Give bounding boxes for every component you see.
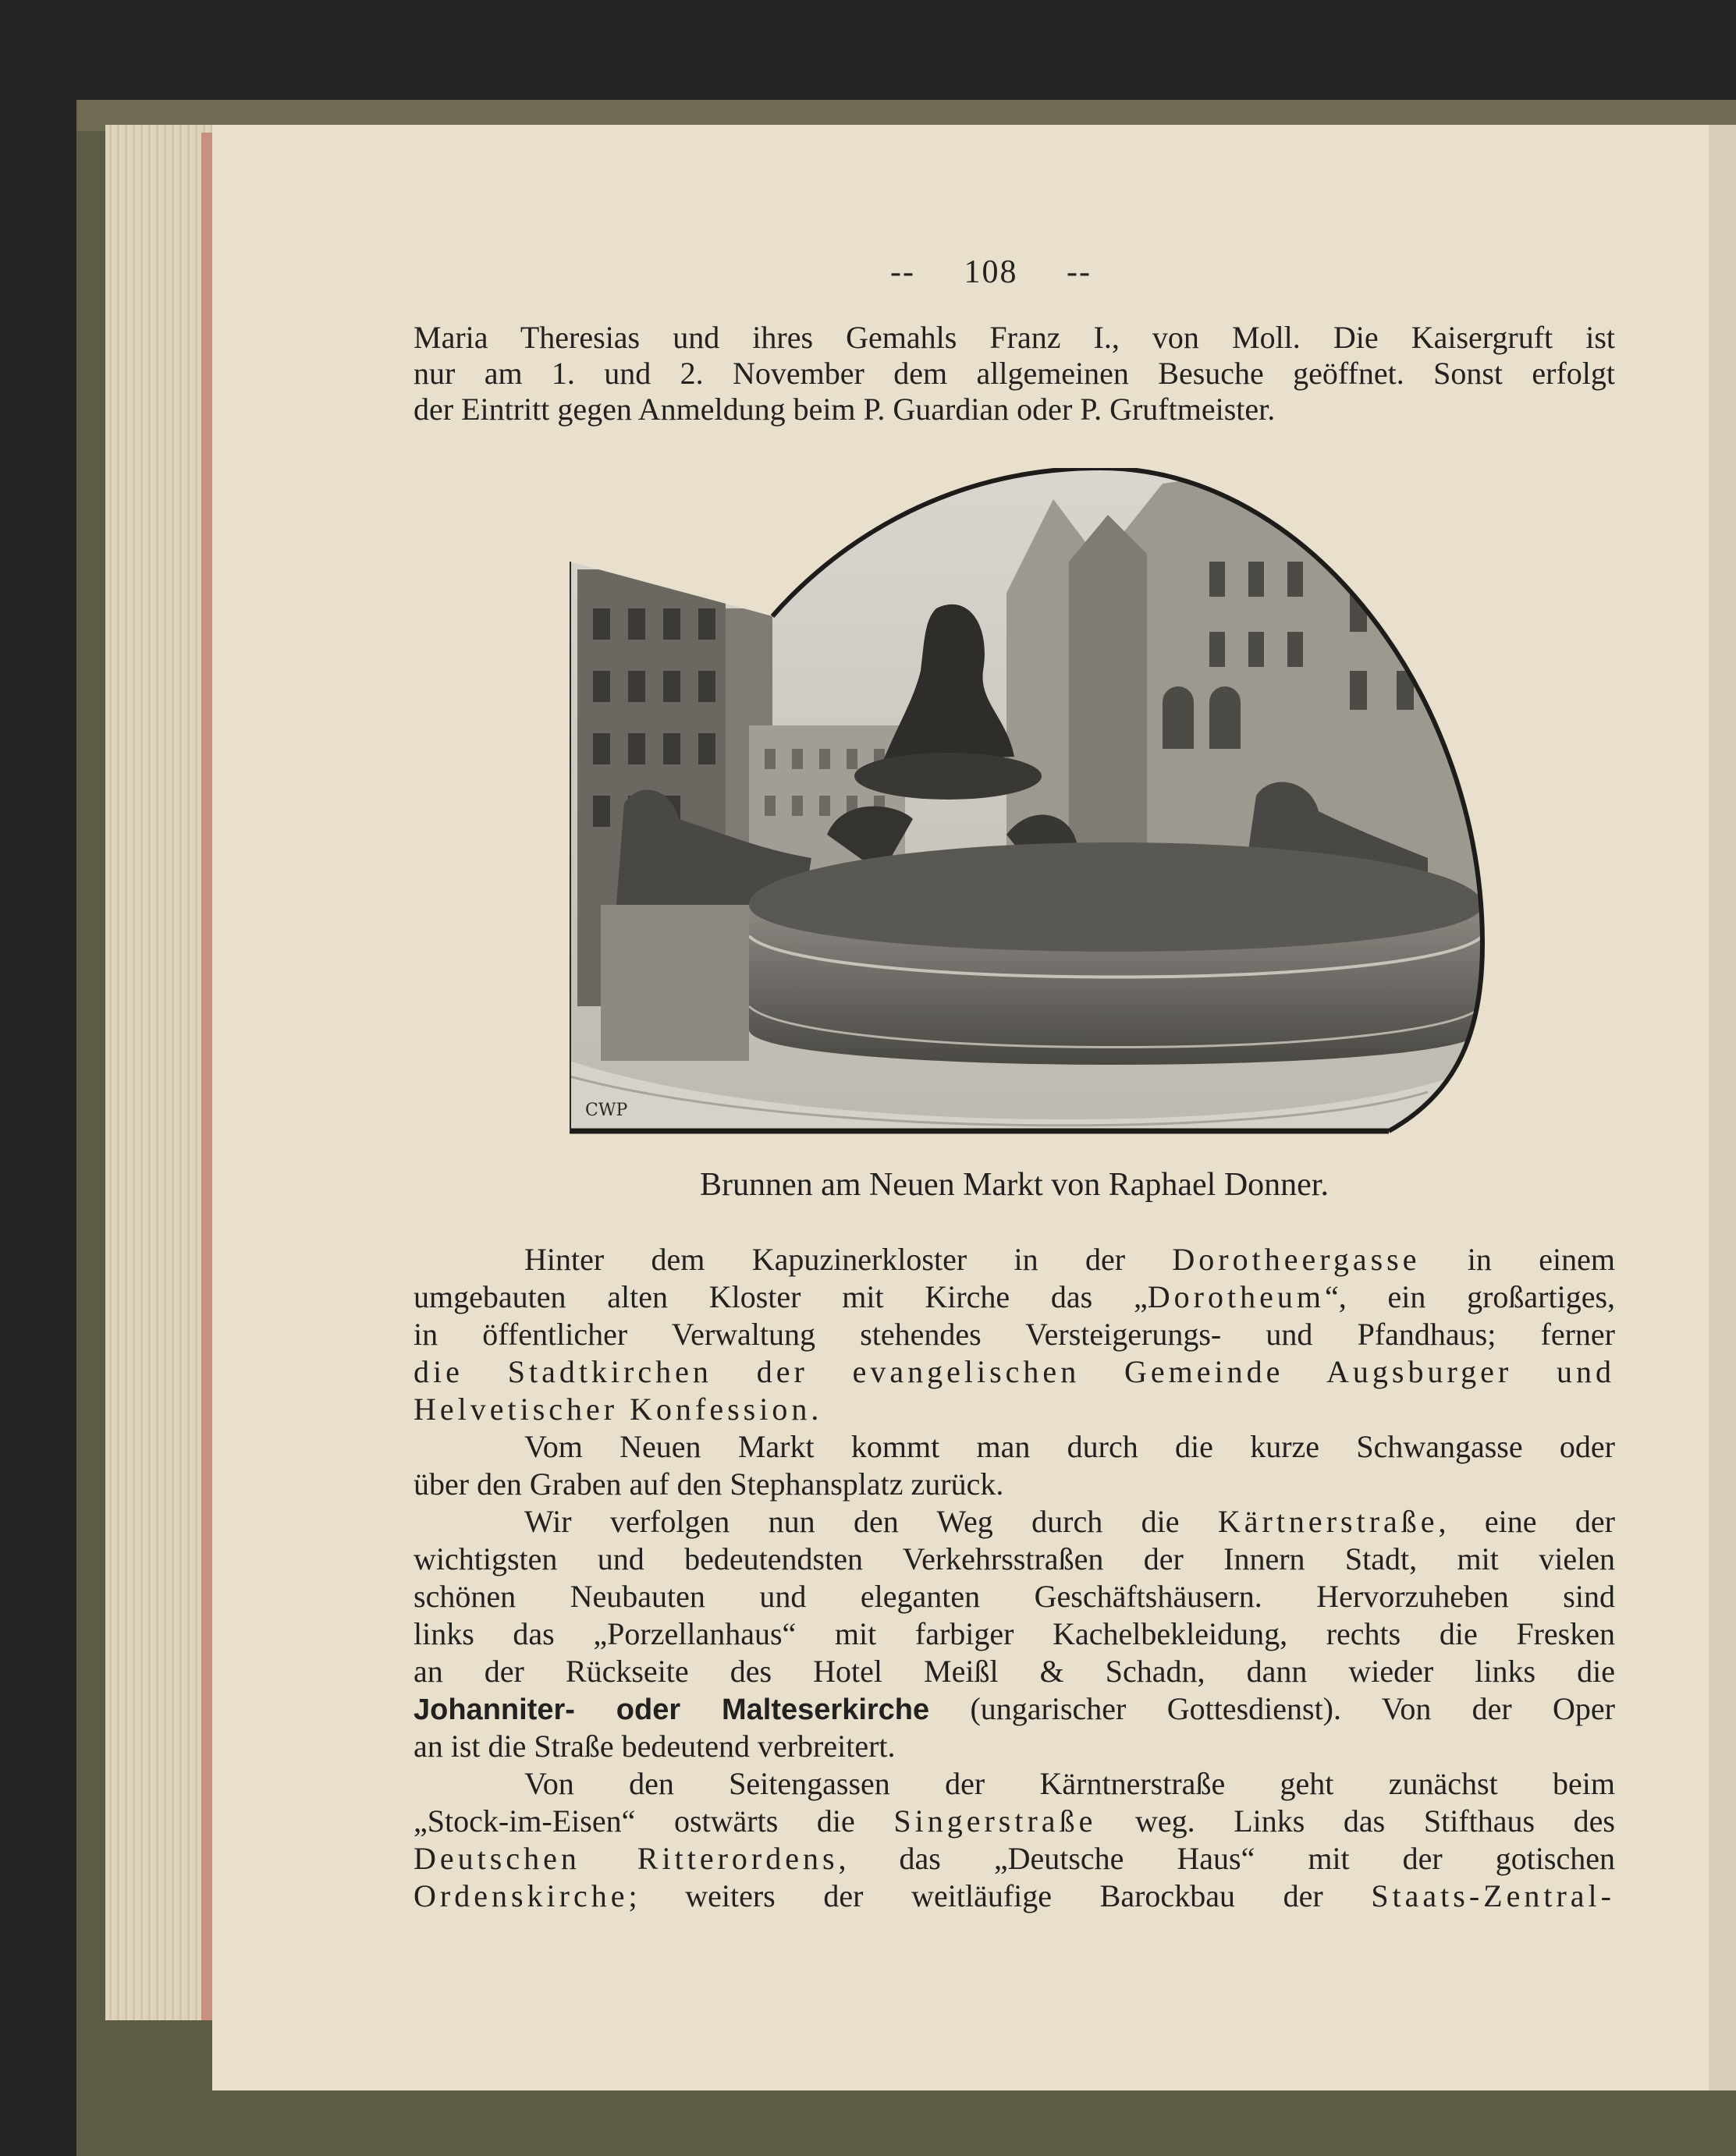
text-line: Johanniter- oder Malteserkirche (ungarischer Gottesdienst). Von der Oper bbox=[414, 1691, 1615, 1726]
text-line: an der Rückseite des Hotel Meißl & Schadn, dann wieder links die bbox=[414, 1654, 1615, 1689]
text-line: links das „Porzellanhaus“ mit farbiger Kachelbekleidung, rechts die Fresken bbox=[414, 1616, 1615, 1651]
text-line: Deutschen Ritterordens, das „Deutsche Haus“ mit der gotischen bbox=[414, 1841, 1615, 1876]
text-line: die Stadtkirchen der evangelischen Gemeinde Augsburger und bbox=[414, 1354, 1615, 1389]
page-number-dash-left: -- bbox=[890, 254, 915, 290]
text-line: „Stock-im-Eisen“ ostwärts die Singerstraße weg. Links das Stifthaus des bbox=[414, 1803, 1615, 1839]
text-line: Wir verfolgen nun den Weg durch die Kärtnerstraße, eine der bbox=[524, 1504, 1615, 1539]
bold-church-name: Johanniter- oder Malteserkirche bbox=[414, 1693, 930, 1726]
figure-caption: Brunnen am Neuen Markt von Raphael Donner. bbox=[700, 1167, 1329, 1203]
text-line: Maria Theresias und ihres Gemahls Franz I., von Moll. Die Kaisergruft ist bbox=[414, 320, 1615, 355]
photo-signature: CWP bbox=[585, 1101, 628, 1120]
text-line: Ordenskirche; weiters der weitläufige Barockbau der Staats-Zentral- bbox=[414, 1878, 1615, 1913]
fountain-photograph bbox=[570, 468, 1646, 1147]
text-line: der Eintritt gegen Anmeldung beim P. Guardian oder P. Gruftmeister. bbox=[414, 392, 1276, 427]
page-gutter bbox=[1709, 125, 1736, 2090]
text-line: in öffentlicher Verwaltung stehendes Versteigerungs- und Pfandhaus; ferner bbox=[414, 1317, 1615, 1352]
text-line: nur am 1. und 2. November dem allgemeinen Besuche geöffnet. Sonst erfolgt bbox=[414, 356, 1615, 391]
text-line: Helvetischer Konfession. bbox=[414, 1392, 823, 1427]
page-number-value: 108 bbox=[964, 254, 1018, 290]
text-line: an ist die Straße bedeutend verbreitert. bbox=[414, 1729, 896, 1764]
page-number bbox=[874, 254, 1108, 291]
text-line: Hinter dem Kapuzinerkloster in der Dorotheergasse in einem bbox=[524, 1242, 1615, 1277]
page-number-dash-right: -- bbox=[1067, 254, 1092, 290]
text-line: Vom Neuen Markt kommt man durch die kurze Schwangasse oder bbox=[524, 1429, 1615, 1464]
text-line: über den Graben auf den Stephansplatz zurück. bbox=[414, 1466, 1004, 1502]
text-line: Von den Seitengassen der Kärntnerstraße geht zunächst beim bbox=[524, 1766, 1615, 1801]
text-line: wichtigsten und bedeutendsten Verkehrsstraßen der Innern Stadt, mit vielen bbox=[414, 1541, 1615, 1576]
text-line: umgebauten alten Kloster mit Kirche das „Dorotheum“, ein großartiges, bbox=[414, 1279, 1615, 1314]
page-stack-edges bbox=[105, 125, 215, 2020]
red-page-edge bbox=[201, 133, 212, 2020]
text-line: schönen Neubauten und eleganten Geschäftshäusern. Hervorzuheben sind bbox=[414, 1579, 1615, 1614]
